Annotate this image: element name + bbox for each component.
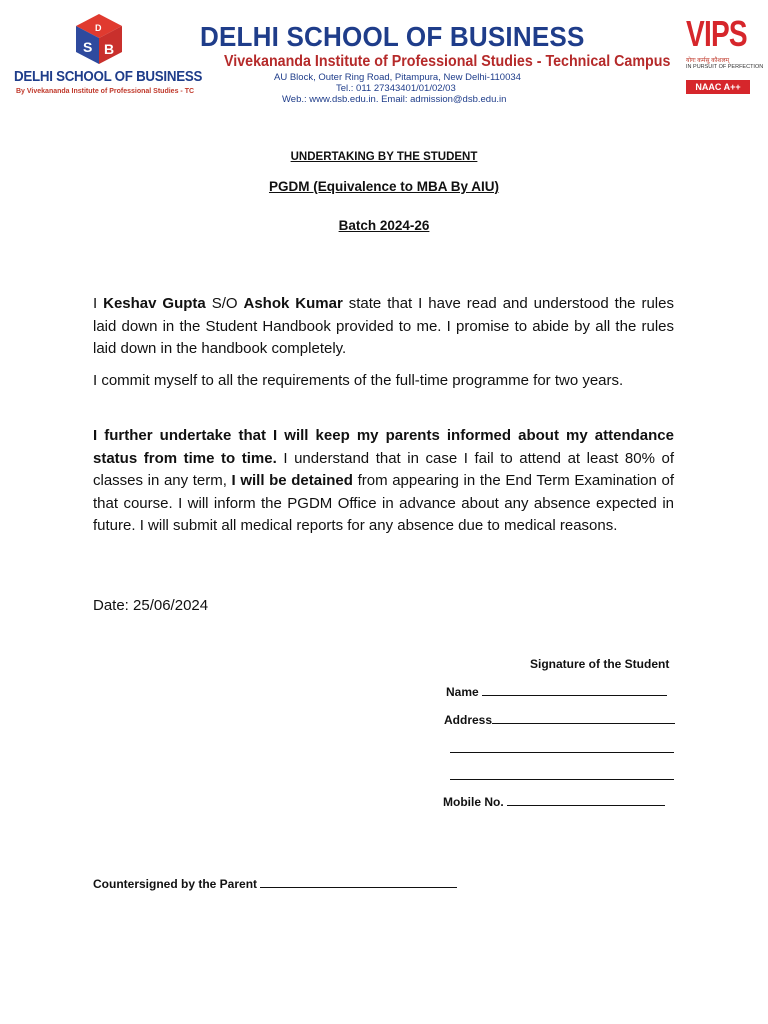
countersign-blank-line [260,876,457,888]
p1-text-2: S/O [205,295,244,312]
p1-text-1: I [93,295,104,312]
name-label: Name [446,685,479,699]
countersigned-label: Countersigned by the Parent [93,877,258,891]
declaration-paragraph [93,293,674,361]
institution-address: AU Block, Outer Ring Road, Pitampura, New Delhi-110034 [274,72,521,83]
mobile-field [443,794,665,809]
naac-badge: NAAC A++ [686,80,750,94]
batch-title: Batch 2024-26 [338,218,430,233]
vips-logo-motto: योगः कर्मसु कौशलम् [686,58,730,64]
p1-text-3: state that I have read and understood the rules laid down in the Student Handbook provided to me. I promise to abide by all the rules laid down in the handbook completely. [93,295,674,357]
p3-text-1: I understand that in case I fail to attend at least 80% of classes in any term, [93,449,674,489]
letterhead [0,0,768,112]
detained-clause: I will be detained [231,472,353,489]
name-blank-line [482,684,667,696]
institution-subtitle: Vivekananda Institute of Professional Studies - Technical Campus [224,53,671,70]
address-blank-line-2 [450,752,674,753]
mobile-label: Mobile No. [443,795,504,809]
student-name: Keshav Gupta [103,295,206,312]
address-label: Address [444,713,493,727]
attendance-undertaking: I further undertake that I will keep my parents informed about my attendance status from time to time. [93,427,674,467]
p3-text-2: from appearing in the End Term Examination of that course. I will inform the PGDM Office in advance about any absence expected in future. I will submit all medical reports for any absence due to medical reasons. [93,472,674,534]
svg-text:S: S [83,39,93,55]
address-blank-line [492,712,675,724]
program-title: PGDM (Equivalence to MBA By AIU) [268,179,500,194]
parent-countersign-field [93,876,457,891]
address-field [444,712,675,727]
name-field [446,684,667,699]
commitment-paragraph: I commit myself to all the requirements of the full-time programme for two years. [93,372,624,389]
institution-block [196,21,671,105]
dsb-logo-tagline: By Vivekananda Institute of Professional Studies - TC [16,88,195,95]
document-date: Date: 25/06/2024 [93,597,209,614]
dsb-cube-logo-icon [76,14,122,64]
vips-logo-text: VIPS [686,13,747,54]
dsb-logo [14,14,203,104]
signature-title: Signature of the Student [530,657,670,671]
svg-text:D: D [95,23,102,33]
svg-text:B: B [104,41,115,57]
document-heading: UNDERTAKING BY THE STUDENT [290,151,478,163]
mobile-blank-line [507,794,665,806]
vips-logo-motto-en: IN PURSUIT OF PERFECTION [686,64,764,70]
attendance-paragraph [93,425,674,538]
dsb-logo-name: DELHI SCHOOL OF BUSINESS [14,69,203,85]
institution-title: DELHI SCHOOL OF BUSINESS [200,21,585,52]
vips-logo [684,13,764,96]
institution-telephone: Tel.: 011 27343401/01/02/03 [336,83,456,94]
address-blank-line-3 [450,779,674,780]
parent-name: Ashok Kumar [243,295,343,312]
institution-web-email: Web.: www.dsb.edu.in. Email: admission@dsb.edu.in [282,94,507,105]
